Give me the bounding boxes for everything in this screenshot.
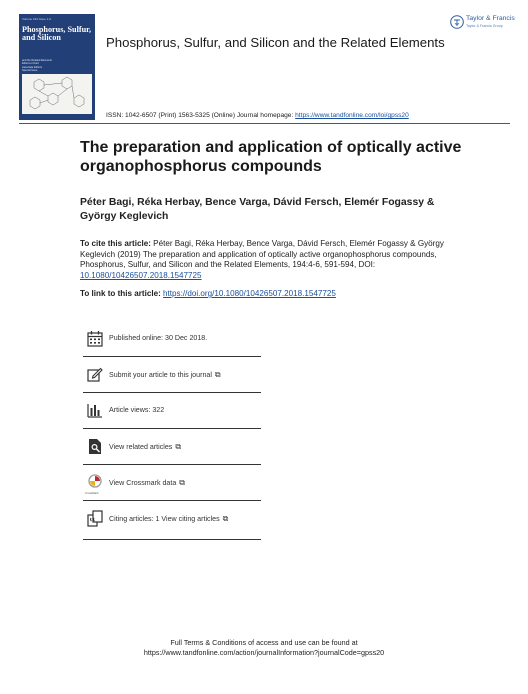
bar-chart-icon: [87, 402, 103, 419]
crossmark-link[interactable]: [109, 478, 185, 488]
footer-terms-link[interactable]: https://www.tandfonline.com/action/journalInformation?journalCode=gpss20: [143, 648, 385, 657]
submit-article-label: Submit your article to this journal: [109, 371, 212, 379]
publisher-logo: [449, 14, 513, 32]
citation-block: [80, 239, 458, 281]
citing-articles-icon: [87, 510, 103, 527]
article-doi-link[interactable]: https://doi.org/10.1080/10426507.2018.1547725: [163, 289, 336, 298]
submit-article-row[interactable]: [83, 356, 261, 393]
article-link-label: To link to this article:: [80, 289, 164, 298]
cover-structure-panel: [22, 74, 92, 114]
crossmark-icon: [87, 474, 103, 491]
footer-terms-text: Full Terms & Conditions of access and use can be found at: [170, 638, 358, 647]
submit-article-link[interactable]: [109, 370, 221, 380]
article-authors: Péter Bagi, Réka Herbay, Bence Varga, Dávid Fersch, Elemér Fogassy & György Keglevich: [80, 197, 435, 222]
publisher-logo-tagline: Taylor & Francis Group: [466, 23, 503, 28]
citation-doi-link[interactable]: 10.1080/10426507.2018.1547725: [80, 270, 202, 280]
external-link-icon: ⧉: [222, 514, 229, 523]
cover-meta-line: Editor-in-Chief: [22, 62, 39, 66]
article-link-block: [80, 289, 460, 298]
citation-text: Péter Bagi, Réka Herbay, Bence Varga, Dávid Fersch, Elemér Fogassy & György Keglevich (2019) The preparation and application of optically active organophosphorus compounds, Phosphorus, Sulfur, and Silicon and the Related Elements, 194:4-6, 591-594, DOI:: [80, 239, 444, 270]
article-views-text: Article views: 322: [109, 406, 165, 414]
crossmark-label: View Crossmark data: [109, 479, 177, 487]
cover-chemical-structures-image: [22, 74, 92, 114]
published-online-text: Published online: 30 Dec 2018.: [109, 334, 208, 342]
related-articles-label: View related articles: [109, 443, 173, 451]
taylor-francis-emblem-icon: [450, 15, 464, 29]
cover-subtitle: [22, 59, 92, 73]
article-title: The preparation and application of optically active organophosphorus compounds: [80, 139, 462, 175]
related-articles-row[interactable]: [83, 428, 261, 465]
citing-articles-link[interactable]: [109, 514, 228, 524]
related-articles-icon: [87, 438, 103, 455]
footer: [0, 638, 528, 658]
cover-subtitle-text: and the Related Elements: [22, 59, 52, 62]
related-articles-link[interactable]: [109, 442, 181, 452]
external-link-icon: ⧉: [214, 370, 221, 379]
citing-articles-row[interactable]: [83, 500, 261, 540]
crossmark-caption: CrossMark: [85, 491, 99, 495]
cover-volume-line: Volume 194 Issue 1-6: [22, 17, 52, 21]
cover-meta-line: Special Issue: [22, 69, 38, 73]
published-online-row: [83, 320, 261, 357]
citing-articles-label: Citing articles: 1 View citing articles: [109, 515, 220, 523]
article-views-row: [83, 392, 261, 429]
cover-meta-line: Associate Editors: [22, 65, 43, 69]
external-link-icon: ⧉: [175, 442, 182, 451]
crossmark-row[interactable]: [83, 464, 261, 501]
issn-text: ISSN: 1042-6507 (Print) 1563-5325 (Online) Journal homepage:: [106, 112, 296, 119]
issn-line: [106, 112, 409, 119]
header-divider: [19, 123, 510, 124]
external-link-icon: ⧉: [179, 478, 186, 487]
publisher-logo-name: Taylor & Francis: [466, 15, 515, 22]
submit-pencil-icon: [87, 366, 103, 383]
journal-homepage-link[interactable]: https://www.tandfonline.com/loi/gpss20: [295, 112, 409, 119]
journal-cover-thumbnail[interactable]: [19, 14, 95, 120]
cover-title: Phosphorus, Sulfur, and Silicon: [22, 25, 92, 42]
citation-label: To cite this article:: [80, 239, 154, 248]
calendar-icon: [87, 330, 103, 347]
journal-title: Phosphorus, Sulfur, and Silicon and the Related Elements: [106, 35, 445, 50]
